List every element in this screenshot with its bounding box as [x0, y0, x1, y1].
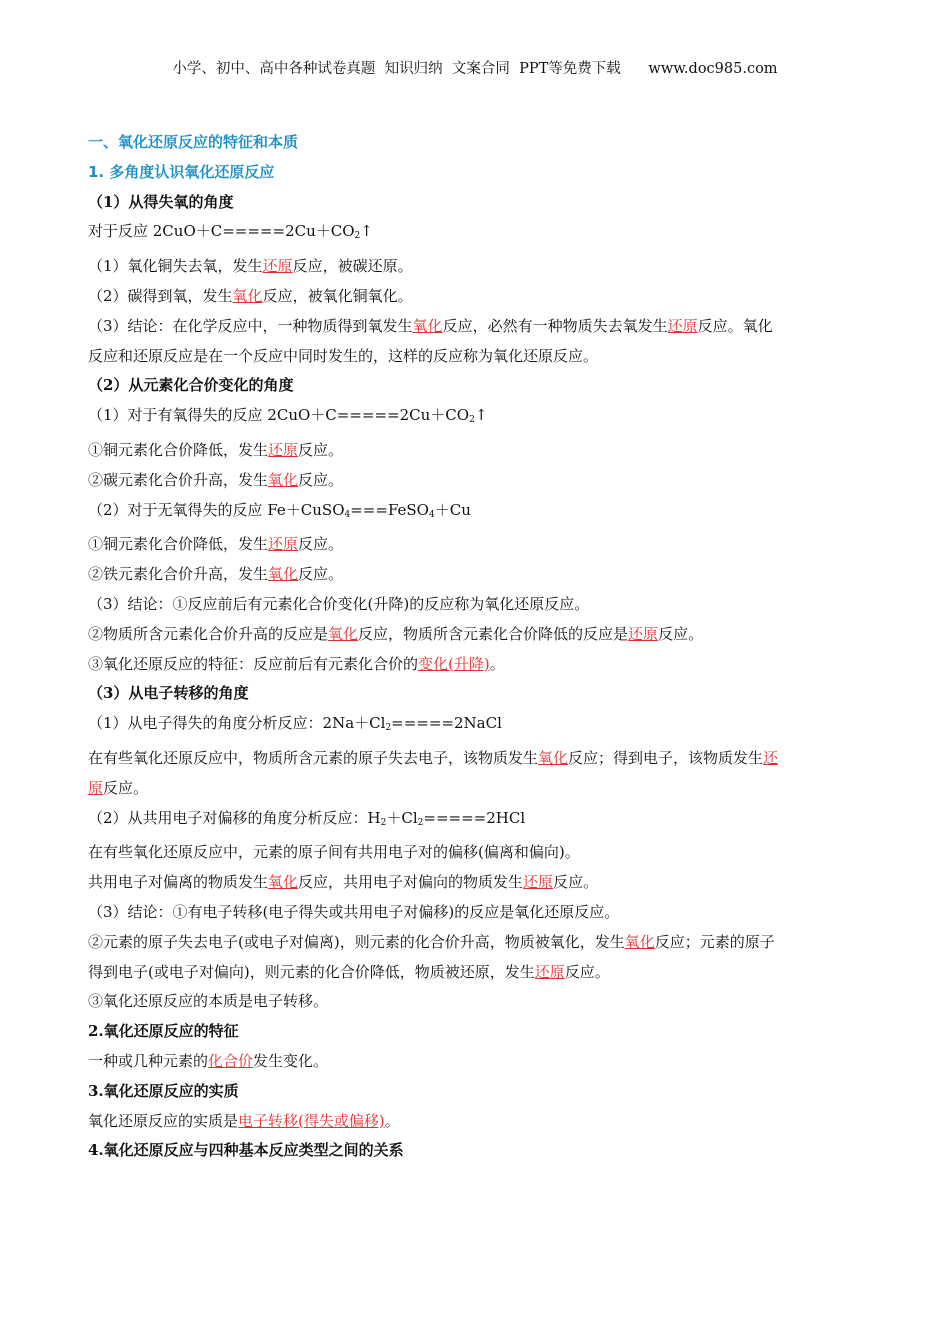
- text-span: （2）从元素化合价变化的角度: [88, 376, 294, 395]
- page-header: 小学、初中、高中各种试卷真题 知识归纳 文案合同 PPT等免费下载 www.doc985.com: [172, 61, 778, 77]
- text-span: 4.氧化还原反应与四种基本反应类型之间的关系: [88, 1141, 404, 1160]
- text-span: 反应。: [658, 624, 704, 643]
- paragraph-line: [88, 560, 864, 590]
- paragraph-line: [88, 530, 864, 560]
- text-span: ↑: [360, 222, 373, 241]
- text-span: ①铜元素化合价降低，发生: [88, 440, 269, 459]
- paragraph-line: [88, 342, 864, 372]
- subscript: 2: [385, 723, 392, 734]
- subsection-heading: [88, 371, 864, 401]
- section-heading: [88, 1136, 864, 1166]
- text-span: =====2HCl: [423, 808, 526, 827]
- text-span: （1）对于有氧得失的反应 2CuO＋C=====2Cu＋CO: [88, 406, 470, 425]
- text-span: 反应，物质所含元素化合价降低的反应是: [358, 624, 629, 643]
- text-span: 在有些氧化还原反应中，物质所含元素的原子失去电子，该物质发生: [88, 748, 539, 767]
- answer-blank: 还原: [262, 257, 293, 276]
- text-span: ③氧化还原反应的特征：反应前后有元素化合价的: [88, 654, 419, 673]
- paragraph-line: [88, 898, 864, 928]
- paragraph-line: [88, 401, 864, 436]
- text-span: 氧化还原反应的实质是: [88, 1111, 239, 1130]
- answer-blank: 还原: [667, 316, 698, 335]
- text-span: （2）从共用电子对偏移的角度分析反应：H: [88, 808, 381, 827]
- paragraph-line: [88, 928, 864, 958]
- answer-blank: 电子转移(得失或偏移): [238, 1111, 385, 1130]
- text-span: （3）结论：①有电子转移(电子得失或共用电子对偏移)的反应是氧化还原反应。: [88, 902, 620, 921]
- text-span: 2.氧化还原反应的特征: [88, 1022, 239, 1041]
- section-heading: [88, 128, 864, 158]
- text-span: ＋Cu: [434, 500, 471, 519]
- paragraph-line: [88, 590, 864, 620]
- document-body: [88, 128, 864, 1166]
- text-span: （3）结论：在化学反应中，一种物质得到氧发生: [88, 316, 413, 335]
- text-span: （1）从电子得失的角度分析反应：2Na＋Cl: [88, 714, 386, 733]
- text-span: 一、氧化还原反应的特征和本质: [88, 133, 299, 151]
- text-span: （3）从电子转移的角度: [88, 684, 249, 703]
- text-span: 在有些氧化还原反应中，元素的原子间有共用电子对的偏移(偏离和偏向)。: [88, 843, 580, 862]
- answer-blank: 还原: [628, 624, 659, 643]
- paragraph-line: [88, 1047, 864, 1077]
- paragraph-line: [88, 282, 864, 312]
- paragraph-line: [88, 709, 864, 744]
- paragraph-line: [88, 217, 864, 252]
- text-span: 反应。氧化: [697, 316, 773, 335]
- answer-blank: 还原: [268, 535, 299, 554]
- text-span: 反应；元素的原子: [654, 932, 775, 951]
- answer-blank: 变化(升降): [418, 654, 490, 673]
- text-span: 。: [384, 1111, 400, 1130]
- answer-blank: 氧化: [268, 470, 299, 489]
- subsection-heading: [88, 188, 864, 218]
- text-span: （2）碳得到氧，发生: [88, 286, 233, 305]
- answer-blank: 化合价: [208, 1051, 254, 1070]
- text-span: 反应。: [298, 470, 344, 489]
- text-span: 反应，必然有一种物质失去氧发生: [442, 316, 668, 335]
- text-span: 发生变化。: [253, 1051, 329, 1070]
- answer-blank: 氧化: [538, 748, 569, 767]
- subsection-heading: [88, 679, 864, 709]
- paragraph-line: [88, 958, 864, 988]
- text-span: 反应，被碳还原。: [292, 257, 413, 276]
- text-span: ②物质所含元素化合价升高的反应是: [88, 624, 329, 643]
- answer-blank: 还原: [268, 440, 299, 459]
- text-span: =====2NaCl: [391, 714, 502, 733]
- text-span: 反应，共用电子对偏向的物质发生: [298, 873, 524, 892]
- text-span: ②元素的原子失去电子(或电子对偏离)，则元素的化合价升高，物质被氧化，发生: [88, 932, 625, 951]
- section-heading: [88, 1077, 864, 1107]
- text-span: 得到电子(或电子对偏向)，则元素的化合价降低，物质被还原，发生: [88, 962, 535, 981]
- text-span: ②碳元素化合价升高，发生: [88, 470, 269, 489]
- text-span: 反应；得到电子，该物质发生: [568, 748, 764, 767]
- text-span: 反应。: [553, 873, 599, 892]
- answer-blank: 氧化: [624, 932, 655, 951]
- text-span: 反应，被氧化铜氧化。: [262, 286, 413, 305]
- paragraph-line: [88, 868, 864, 898]
- paragraph-line: [88, 838, 864, 868]
- subscript: 2: [417, 817, 424, 828]
- paragraph-line: [88, 744, 864, 774]
- paragraph-line: [88, 496, 864, 531]
- paragraph-line: [88, 774, 864, 804]
- subscript: 4: [428, 509, 435, 520]
- paragraph-line: [88, 650, 864, 680]
- answer-blank: 氧化: [328, 624, 359, 643]
- paragraph-line: [88, 466, 864, 496]
- section-heading: [88, 1017, 864, 1047]
- paragraph-line: [88, 312, 864, 342]
- text-span: 反应。: [564, 962, 610, 981]
- paragraph-line: [88, 436, 864, 466]
- answer-blank: 氧化: [232, 286, 263, 305]
- text-span: ③氧化还原反应的本质是电子转移。: [88, 992, 329, 1011]
- text-span: 共用电子对偏离的物质发生: [88, 873, 269, 892]
- text-span: ===FeSO: [350, 500, 429, 519]
- answer-blank: 氧化: [412, 316, 443, 335]
- text-span: 反应。: [298, 565, 344, 584]
- text-span: ＋Cl: [386, 808, 418, 827]
- text-span: （1）从得失氧的角度: [88, 192, 234, 211]
- text-span: 反应。: [103, 778, 149, 797]
- text-span: （3）结论：①反应前后有元素化合价变化(升降)的反应称为氧化还原反应。: [88, 594, 590, 613]
- text-span: ↑: [474, 406, 488, 425]
- text-span: （1）氧化铜失去氧，发生: [88, 257, 263, 276]
- subscript: 2: [354, 231, 361, 242]
- text-span: 3.氧化还原反应的实质: [88, 1081, 239, 1100]
- paragraph-line: [88, 620, 864, 650]
- text-span: ①铜元素化合价降低，发生: [88, 535, 269, 554]
- text-span: 反应。: [298, 440, 344, 459]
- text-span: 反应。: [298, 535, 344, 554]
- text-span: （2）对于无氧得失的反应 Fe＋CuSO: [88, 500, 345, 519]
- text-span: 对于反应 2CuO＋C=====2Cu＋CO: [88, 222, 355, 241]
- text-span: 。: [489, 654, 505, 673]
- subscript: 2: [380, 817, 387, 828]
- paragraph-line: [88, 804, 864, 839]
- answer-blank: 氧化: [268, 873, 299, 892]
- subscript: 2: [469, 415, 475, 426]
- text-span: 反应和还原反应是在一个反应中同时发生的，这样的反应称为氧化还原反应。: [88, 346, 599, 365]
- text-span: 一种或几种元素的: [88, 1051, 209, 1070]
- answer-blank: 还: [763, 748, 779, 767]
- paragraph-line: [88, 1107, 864, 1137]
- paragraph-line: [88, 252, 864, 282]
- subsection-heading: [88, 158, 864, 188]
- paragraph-line: [88, 987, 864, 1017]
- answer-blank: 氧化: [268, 565, 299, 584]
- text-span: ②铁元素化合价升高，发生: [88, 565, 269, 584]
- text-span: 1. 多角度认识氧化还原反应: [88, 162, 275, 181]
- answer-blank: 还原: [523, 873, 554, 892]
- answer-blank: 原: [88, 778, 104, 797]
- answer-blank: 还原: [534, 962, 565, 981]
- subscript: 4: [344, 509, 351, 520]
